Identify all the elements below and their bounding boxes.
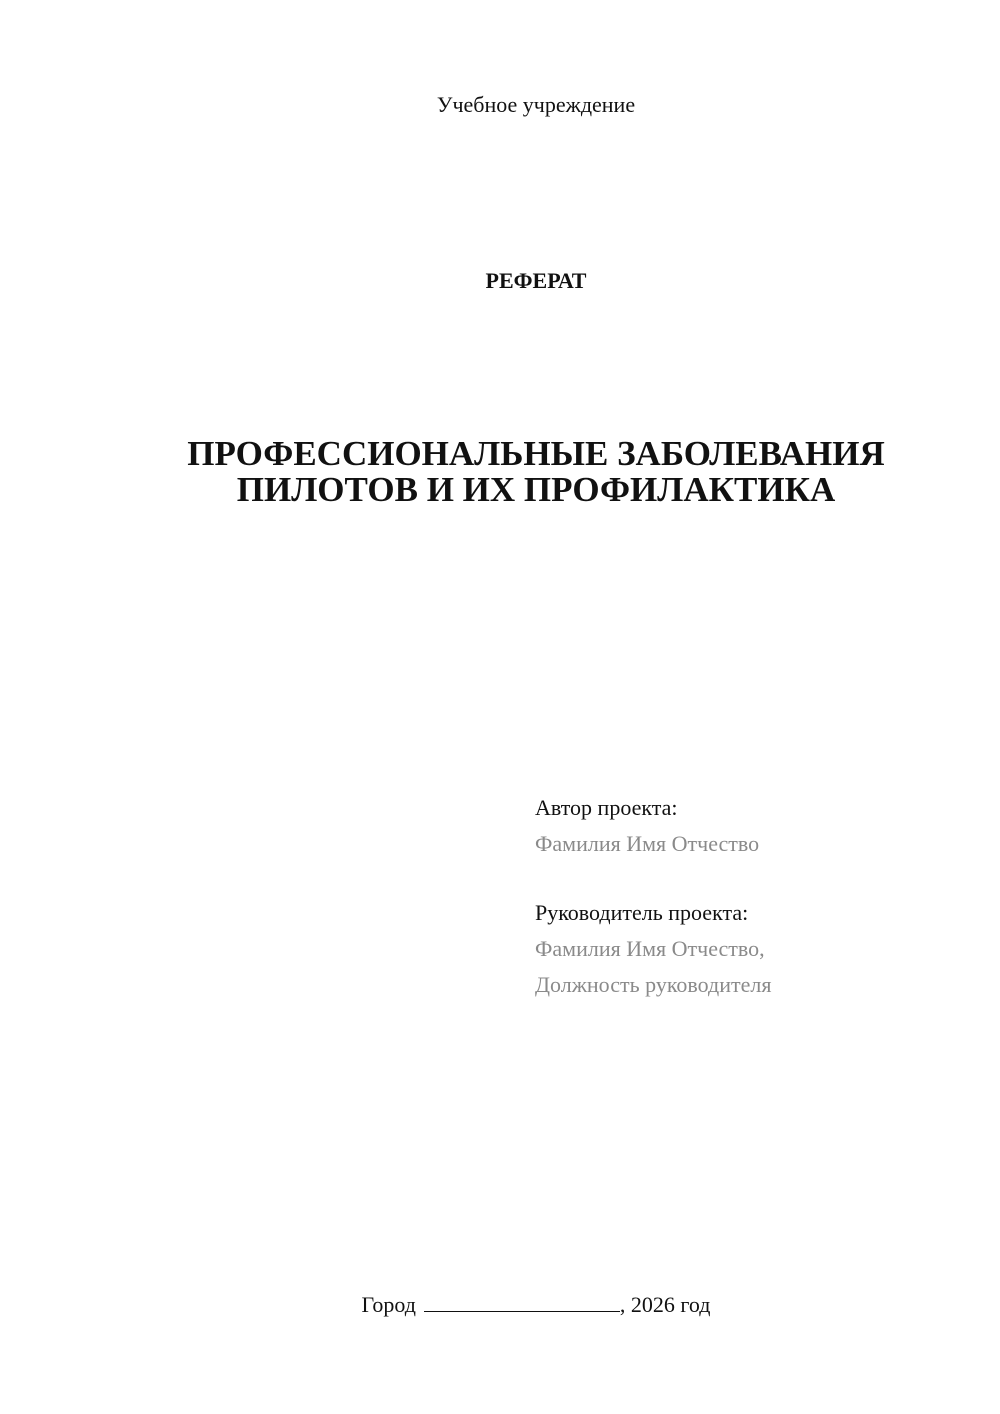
city-blank-line xyxy=(424,1291,620,1312)
info-spacer xyxy=(535,862,771,895)
city-year-line xyxy=(0,1291,1000,1318)
author-label: Автор проекта: xyxy=(535,795,678,820)
city-label: Город xyxy=(361,1292,416,1317)
title-line-2: ПИЛОТОВ И ИХ ПРОФИЛАКТИКА xyxy=(236,470,836,509)
document-title xyxy=(0,436,1000,508)
supervisor-position: Должность руководителя xyxy=(535,972,772,997)
document-type: РЕФЕРАТ xyxy=(485,268,587,293)
institution-name: Учебное учреждение xyxy=(436,92,636,117)
supervisor-name: Фамилия Имя Отчество, xyxy=(535,936,765,961)
project-info xyxy=(535,790,771,1003)
year-text: , 2026 год xyxy=(619,1292,711,1317)
supervisor-label: Руководитель проекта: xyxy=(535,900,749,925)
title-line-1: ПРОФЕССИОНАЛЬНЫЕ ЗАБОЛЕВАНИЯ xyxy=(187,434,885,473)
author-name: Фамилия Имя Отчество xyxy=(535,831,760,856)
